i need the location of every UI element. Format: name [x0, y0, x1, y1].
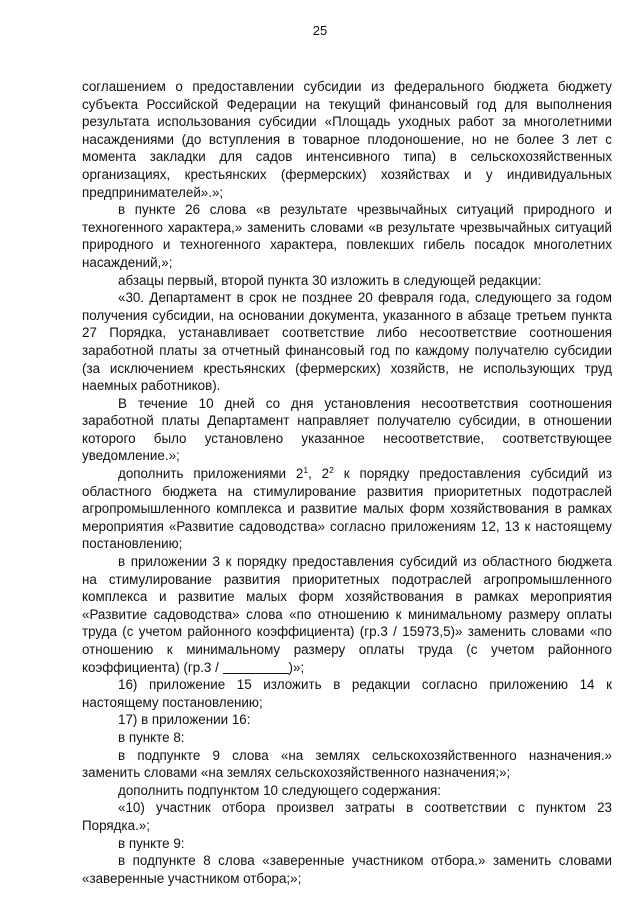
- paragraph: 16) приложение 15 изложить в редакции согласно приложению 14 к настоящему постановлению;: [82, 677, 612, 710]
- paragraph: «10) участник отбора произвел затраты в соответствии с пунктом 23 Порядка.»;: [82, 800, 612, 833]
- paragraph-with-blank: [82, 553, 612, 676]
- document-body: [82, 78, 612, 887]
- text-segment: в приложении 3 к порядку предоставления субсидий из областного бюджета на стимулирование развития приоритетных подотраслей агропромышленного комплекса и развитие малых форм хозяйствования в рамках мероприятия «Развитие садоводства» слова «по отношению к минимальному размеру оплаты труда (с учетом районного коэффициента) (гр.3 / 15973,5)» заменить словами «по отношению к минимальному размеру оплаты труда (с учетом районного коэффициента) (гр.3 /: [82, 554, 612, 675]
- page-number: 25: [312, 23, 328, 38]
- paragraph: дополнить подпунктом 10 следующего содержания:: [118, 782, 441, 798]
- paragraph: 17) в приложении 16:: [118, 712, 251, 728]
- superscript: 1: [303, 465, 309, 476]
- paragraph: соглашением о предоставлении субсидии из федерального бюджета бюджету субъекта Российской Федерации на текущий финансовый год для выполнения результата использования субсидии «Площадь уходных работ за многолетними насаждениями (до вступления в товарное плодоношение, но не более 3 лет с момента закладки для садов интенсивного типа) в сельскохозяйственных организациях, крестьянских (фермерских) хозяйствах и у индивидуальных предпринимателей».»;: [82, 79, 612, 200]
- text-segment: дополнить приложениями 2: [118, 466, 304, 482]
- paragraph: в пункте 9:: [118, 835, 185, 851]
- text-segment: , 2: [308, 466, 330, 482]
- paragraph: В течение 10 дней со дня установления несоответствия соотношения заработной платы Департамент направляет получателю субсидии, в отношении которого было установлено указанное несоответствие, соответствующее уведомление.»;: [82, 395, 612, 464]
- paragraph: в пункте 26 слова «в результате чрезвычайных ситуаций природного и техногенного характера,» заменить словами «в результате чрезвычайных ситуаций природного и техногенного характера, повлекших гибель посадок многолетних насаждений,»;: [82, 202, 612, 270]
- paragraph: в подпункте 9 слова «на землях сельскохозяйственного назначения.» заменить словами «на землях сельскохозяйственного назначения;»;: [82, 747, 612, 781]
- superscript: 2: [329, 465, 334, 476]
- text-segment: )»;: [288, 659, 305, 675]
- paragraph: в подпункте 8 слова «заверенные участником отбора.» заменить словами «заверенные участником отбора;»;: [82, 853, 612, 886]
- text-segment: к порядку предоставления субсидий из областного бюджета на стимулирование развития приоритетных подотраслей агропромышленного комплекса и развитие малых форм хозяйствования в рамках мероприятия «Развитие садоводства» согласно приложениям 12, 13 к настоящему постановлению;: [82, 466, 612, 552]
- paragraph: «30. Департамент в срок не позднее 20 февраля года, следующего за годом получения субсидии, на основании документа, указанного в абзаце третьем пункта 27 Порядка, устанавливает соответствие либо несоответствие соотношения заработной платы за отчетный финансовый год по каждому получателю субсидии (за исключением крестьянских (фермерских) хозяйств, не использующих труд наемных работников).: [82, 290, 612, 394]
- paragraph: в пункте 8:: [118, 729, 185, 745]
- blank-line: [223, 661, 289, 674]
- paragraph: абзацы первый, второй пункта 30 изложить в следующей редакции:: [118, 272, 542, 288]
- paragraph-with-superscripts: [82, 465, 612, 553]
